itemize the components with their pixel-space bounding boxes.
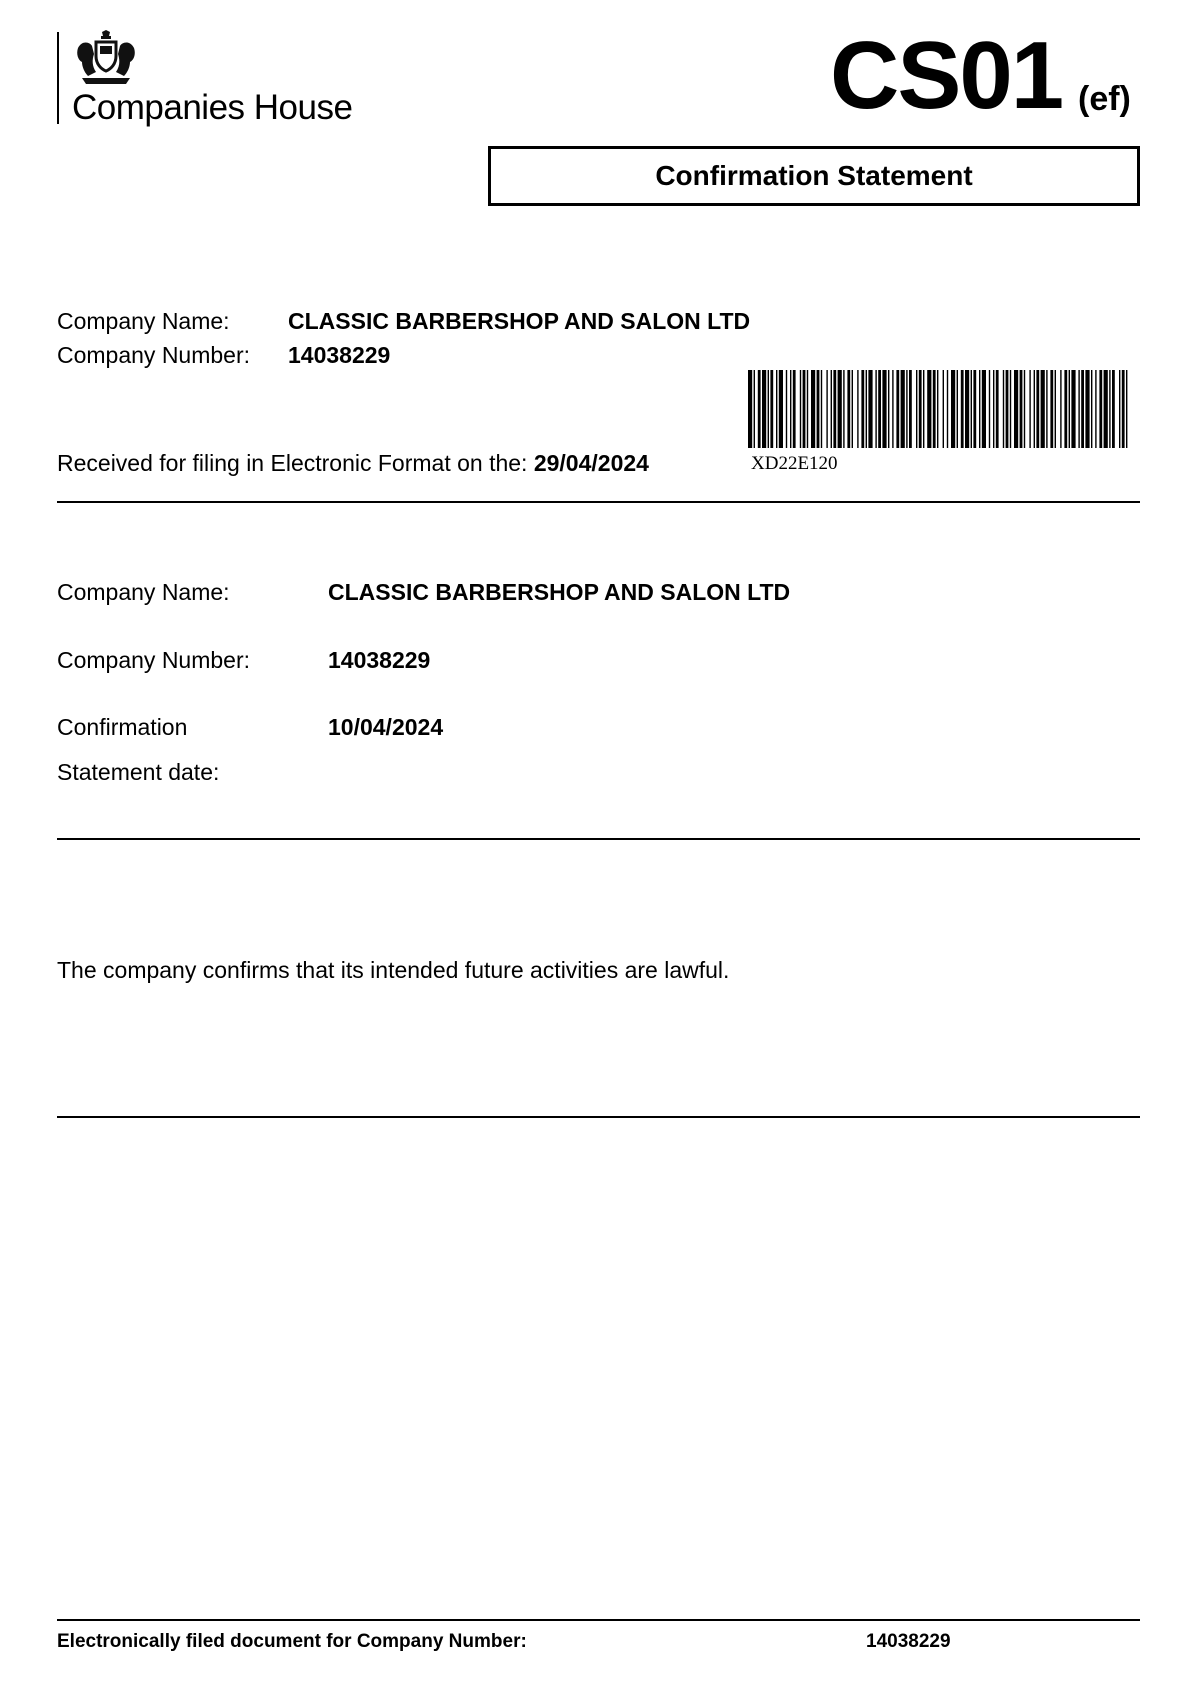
barcode-bar [901,370,905,448]
footer-label: Electronically filed document for Company Number: [57,1631,527,1652]
barcode-bar [826,370,827,448]
barcode-bar [768,370,769,448]
barcode-bar [1050,370,1053,448]
barcode-bar [1081,370,1084,448]
barcode-bar [927,370,931,448]
barcode-bar [979,370,980,448]
received-date: 29/04/2024 [533,450,649,476]
barcode-bar [838,370,842,448]
barcode-bar [821,370,822,448]
barcode-bar [1112,370,1115,448]
barcode-bar [1126,370,1127,448]
barcode-bar [906,370,907,448]
barcode [748,370,1130,448]
barcode-bar [866,370,867,448]
company-number: 14038229 [328,647,431,673]
barcode-bar [852,370,853,448]
barcode-bar [878,370,881,448]
barcode-bar [748,370,752,448]
barcode-bar [937,370,938,448]
barcode-bar [1071,370,1075,448]
barcode-bar [1119,370,1120,448]
barcode-bar [916,370,917,448]
company-number-label: Company Number: [57,647,251,673]
received-label: Received for filing in Electronic Format on the: [57,450,528,476]
barcode-bar [888,370,889,448]
barcode-bar [1006,370,1009,448]
barcode-bar [971,370,972,448]
section-divider [57,1116,1140,1118]
barcode-bar [896,370,899,448]
filing-company-number: 14038229 [288,342,391,368]
royal-coat-of-arms-icon [72,30,140,90]
barcode-bar [993,370,994,448]
barcode-bar [779,370,783,448]
barcode-bar [923,370,924,448]
confirmation-date: 10/04/2024 [328,714,444,740]
received-line [57,450,649,477]
document-title: Confirmation Statement [655,160,973,191]
barcode-bar [861,370,864,448]
barcode-bar [951,370,955,448]
barcode-bar [1024,370,1025,448]
section-divider [57,501,1140,503]
barcode-bar [786,370,787,448]
barcode-bar [961,370,964,448]
barcode-bar [943,370,944,448]
footer-company-number: 14038229 [866,1631,951,1652]
document-title-box [488,146,1140,206]
section-divider [57,838,1140,840]
barcode-text: XD22E120 [751,453,838,474]
barcode-bar [754,370,755,448]
barcode-bar [776,370,777,448]
company-name: CLASSIC BARBERSHOP AND SALON LTD [328,579,791,605]
confirmation-label-line2: Statement date: [57,759,220,785]
barcode-bar [933,370,936,448]
barcode-bar [811,370,815,448]
barcode-bar [892,370,893,448]
barcode-bar [909,370,912,448]
barcode-bar [982,370,986,448]
footer-divider [57,1619,1140,1621]
barcode-bar [1014,370,1018,448]
form-code: CS01 [830,22,1063,129]
barcode-bar [973,370,976,448]
barcode-bar [1010,370,1011,448]
brand-name: Companies House [72,88,353,127]
form-suffix: (ef) [1078,80,1131,118]
barcode-bar [1055,370,1056,448]
barcode-bar [1078,370,1079,448]
confirmation-label-line1: Confirmation [57,714,188,740]
barcode-bar [847,370,850,448]
barcode-bar [1020,370,1023,448]
logo-divider [57,32,59,124]
barcode-bar [1064,370,1067,448]
barcode-bar [857,370,858,448]
barcode-bar [1095,370,1096,448]
barcode-bar [919,370,922,448]
barcode-bar [875,370,876,448]
barcode-bar [965,370,969,448]
barcode-bar [1041,370,1045,448]
barcode-bar [868,370,872,448]
barcode-bar [1046,370,1047,448]
barcode-bar [1091,370,1092,448]
barcode-bar [957,370,958,448]
filing-company-number-label: Company Number: [57,342,251,368]
company-name-label: Company Name: [57,579,230,605]
barcode-bar [758,370,761,448]
barcode-bar [843,370,844,448]
barcode-bar [1029,370,1030,448]
filing-company-name-label: Company Name: [57,308,230,334]
barcode-bar [1060,370,1061,448]
barcode-bar [882,370,886,448]
filing-company-name: CLASSIC BARBERSHOP AND SALON LTD [288,308,751,334]
barcode-bar [1099,370,1102,448]
barcode-bar [762,370,766,448]
barcode-bar [817,370,820,448]
barcode-bar [803,370,806,448]
barcode-bar [947,370,948,448]
barcode-bar [1104,370,1108,448]
barcode-bar [833,370,836,448]
barcode-bar [793,370,796,448]
barcode-bar [1069,370,1070,448]
barcode-bar [790,370,791,448]
barcode-bar [1122,370,1125,448]
barcode-bar [1003,370,1004,448]
barcode-bar [800,370,801,448]
barcode-bar [1109,370,1110,448]
barcode-bar [807,370,808,448]
barcode-bar [989,370,990,448]
lawful-activities-statement: The company confirms that its intended future activities are lawful. [57,957,730,983]
barcode-bar [831,370,832,448]
barcode-bar [1034,370,1035,448]
barcode-bar [1085,370,1089,448]
barcode-bar [770,370,773,448]
barcode-bar [1036,370,1039,448]
barcode-bar [996,370,999,448]
